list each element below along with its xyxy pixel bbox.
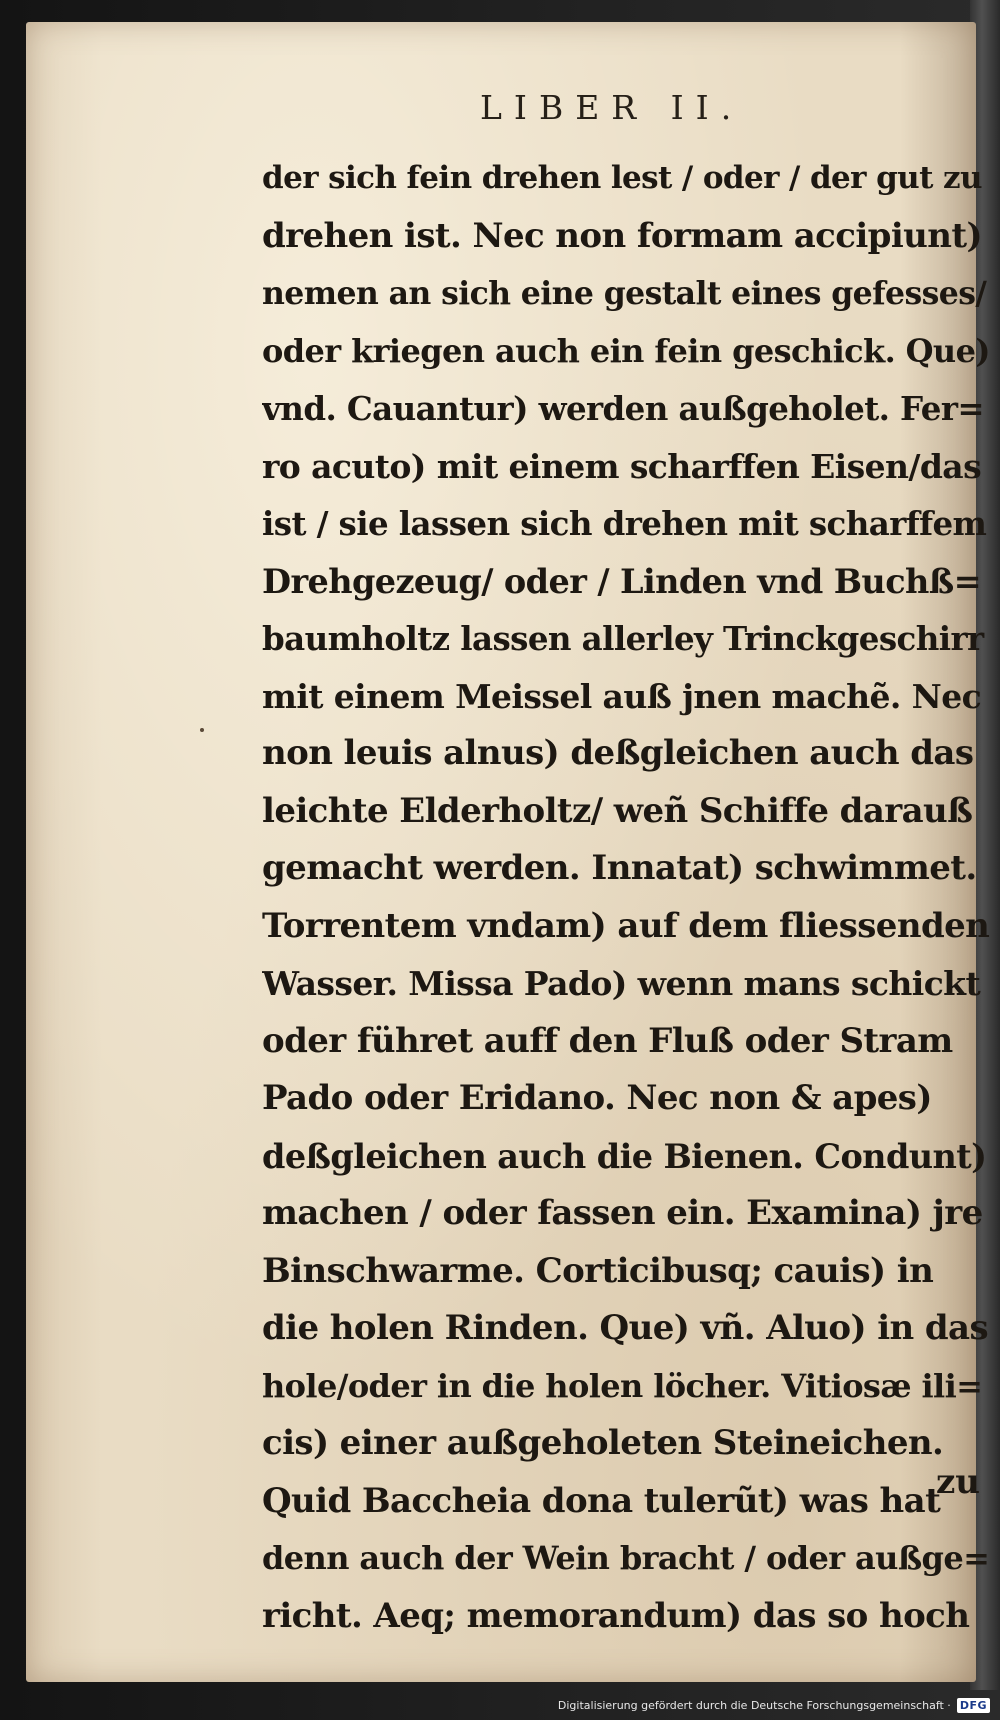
text-line: machen / oder fassen ein. Examina) jre [262, 1193, 983, 1233]
text-line: Quid Baccheia dona tulerũt) was hat [262, 1480, 941, 1521]
text-line: mit einem Meissel auß jnen machẽ. Nec [262, 676, 982, 716]
text-line: oder kriegen auch ein fein geschick. Que) [262, 331, 990, 370]
text-line: Drehgezeug/ oder / Linden vnd Buchß= [262, 561, 982, 601]
catchword: zu [936, 1462, 981, 1502]
margin-mark [200, 728, 204, 732]
text-line: der sich fein drehen lest / oder / der gut zu [262, 160, 982, 196]
text-line: leichte Elderholtz/ weñ Schiffe darauß [262, 790, 973, 831]
text-line: deßgleichen auch die Bienen. Condunt) [262, 1136, 987, 1176]
dfg-logo: DFG [957, 1698, 990, 1713]
text-line: cis) einer außgeholeten Steineichen. [262, 1423, 944, 1463]
text-line: vnd. Cauantur) werden außgeholet. Fer= [262, 389, 984, 428]
footer-credit: Digitalisierung gefördert durch die Deutsche Forschungsgemeinschaft · [557, 1698, 951, 1712]
running-head: LIBER II. [480, 88, 744, 127]
text-line: gemacht werden. Innatat) schwimmet. [262, 848, 977, 888]
text-line: Wasser. Missa Pado) wenn mans schickt [262, 964, 981, 1003]
text-line: baumholtz lassen allerley Trinckgeschirr [262, 619, 984, 658]
text-line: nemen an sich eine gestalt eines gefesses/ [262, 275, 987, 312]
text-line: ist / sie lassen sich drehen mit scharffem [262, 504, 987, 543]
text-block [262, 150, 990, 1645]
text-line: Pado oder Eridano. Nec non & apes) [262, 1078, 932, 1118]
text-line: die holen Rinden. Que) vñ. Aluo) in das [262, 1308, 989, 1348]
text-line: ro acuto) mit einem scharffen Eisen/das [262, 446, 982, 486]
text-line: richt. Aeq; memorandum) das so hoch [262, 1595, 970, 1636]
text-line: denn auch der Wein bracht / oder außge= [262, 1539, 990, 1577]
text-line: Binschwarme. Corticibusq; cauis) in [262, 1250, 934, 1291]
digitization-footer [558, 1694, 990, 1716]
text-line: non leuis alnus) deßgleichen auch das [262, 733, 974, 773]
text-line: Torrentem vndam) auf dem fliessenden [262, 905, 990, 946]
text-line: oder führet auff den Fluß oder Stram [262, 1020, 953, 1061]
text-line: drehen ist. Nec non formam accipiunt) [262, 215, 982, 256]
text-line: hole/oder in die holen löcher. Vitiosæ ili= [262, 1366, 983, 1405]
